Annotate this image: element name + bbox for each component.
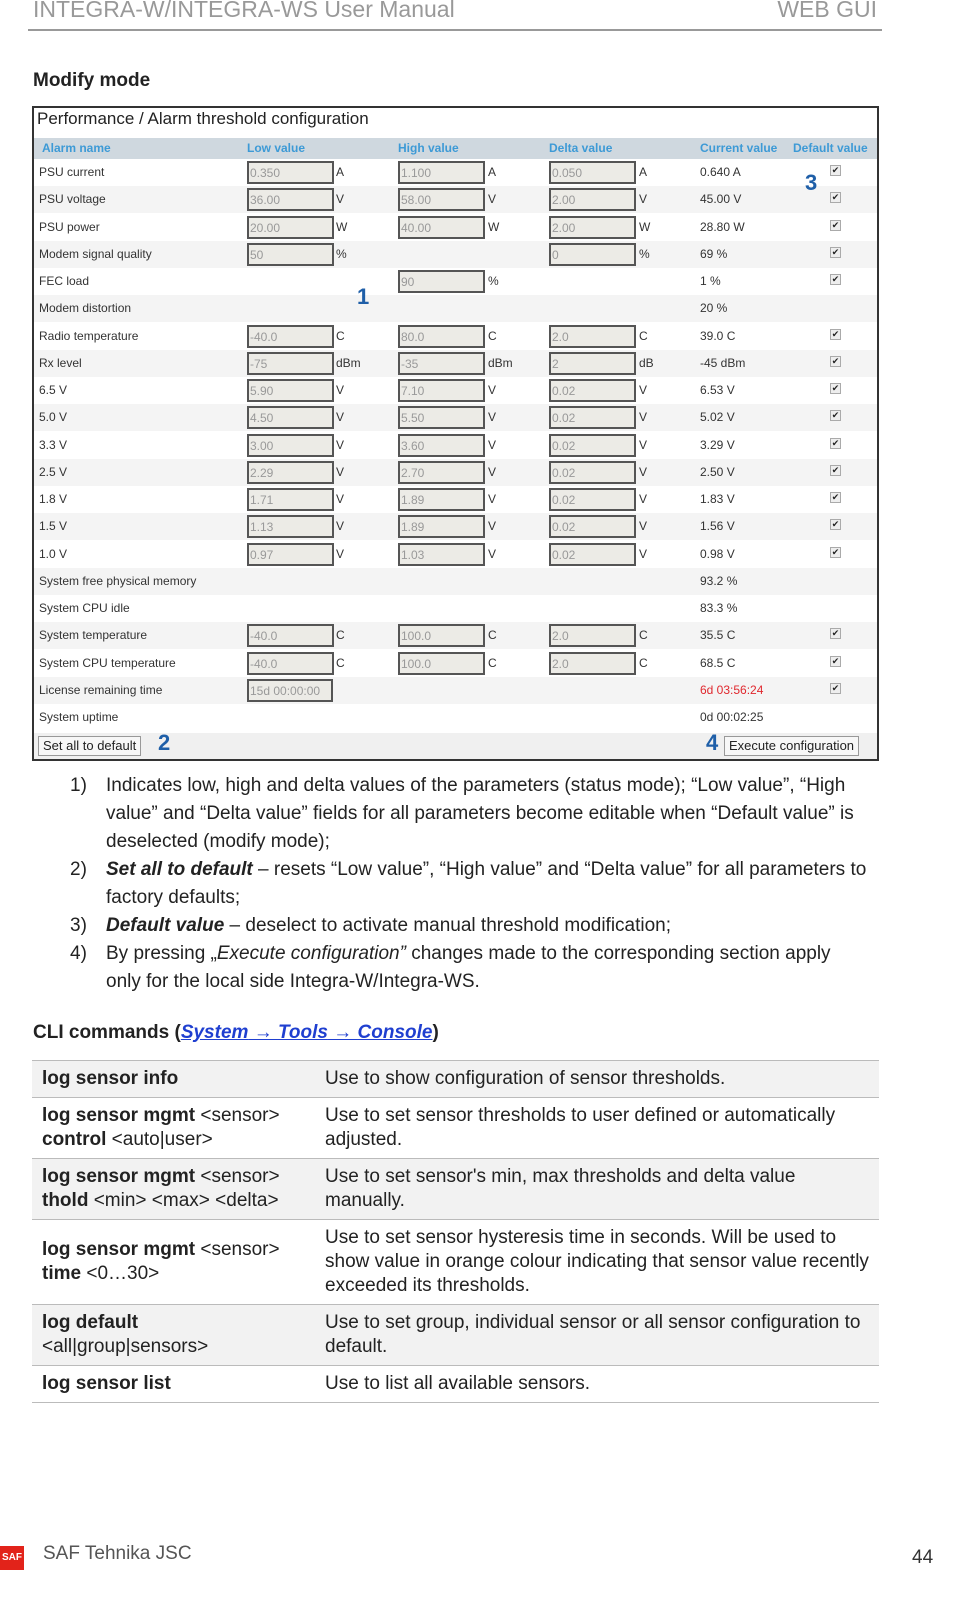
panel-footer — [34, 730, 877, 759]
alarm-row — [34, 323, 877, 350]
command: log sensor list — [42, 1373, 171, 1394]
delta-value-input[interactable]: 0.02 — [549, 543, 636, 566]
low-unit: V — [336, 464, 345, 479]
company-name: SAF Tehnika JSC — [43, 1543, 192, 1564]
current-value: 6d 03:56:24 — [700, 682, 764, 697]
command-args: <sensor> — [195, 1166, 280, 1187]
command-sub: thold — [42, 1190, 89, 1211]
delta-unit: % — [639, 246, 650, 261]
callout-2: 2 — [158, 730, 171, 755]
alarm-row — [34, 459, 877, 486]
current-value: 6.53 V — [700, 383, 735, 397]
delta-value-input[interactable]: 2.0 — [549, 624, 636, 647]
delta-value-input[interactable]: 0 — [549, 243, 636, 266]
command-cell — [32, 1098, 315, 1159]
low-value-input[interactable]: 20.00 — [247, 216, 334, 239]
note-emphasis: Execute configuration” — [216, 943, 406, 964]
note-number: 1) — [70, 775, 87, 796]
alarm-row — [34, 677, 877, 704]
current-value: 0.98 V — [700, 546, 735, 561]
default-value-checkbox[interactable]: ✔ — [831, 328, 840, 339]
alarm-name: 6.5 V — [39, 383, 68, 397]
alarm-name: FEC load — [39, 274, 90, 288]
description-cell: Use to set sensor hysteresis time in seconds. Will be used to show value in orange colour indicating that sensor value recently exceeded its thresholds. — [315, 1220, 879, 1305]
default-value-checkbox[interactable]: ✔ — [831, 519, 840, 530]
note-text: Indicates low, high and delta values of the parameters (status mode); “Low value”, “High value” and “Delta value” fields for all parameters become editable when “Default value” is deselected (modify mode); — [106, 775, 854, 852]
low-value-input[interactable]: 1.13 — [247, 515, 334, 538]
low-value-input[interactable]: -40.0 — [247, 624, 334, 647]
alarm-name: Rx level — [39, 355, 82, 370]
command-cell — [32, 1220, 315, 1305]
default-value-checkbox[interactable]: ✔ — [831, 219, 840, 230]
high-value-input[interactable]: 90 — [398, 270, 485, 293]
alarm-row — [34, 241, 877, 268]
threshold-config-screenshot — [32, 106, 879, 761]
high-unit: V — [488, 437, 497, 452]
alarm-row — [34, 568, 877, 595]
delta-value-input[interactable]: 0.02 — [549, 461, 636, 484]
low-value-input[interactable]: -40.0 — [247, 652, 334, 675]
low-value-input[interactable]: 0.350 — [247, 161, 334, 184]
low-value-input[interactable]: 15d 00:00:00 — [247, 679, 333, 702]
delta-unit: A — [639, 165, 648, 179]
high-value-input[interactable]: 58.00 — [398, 188, 485, 211]
low-unit: V — [336, 546, 345, 561]
note-emphasis: Default value — [106, 915, 225, 936]
execute-configuration-button[interactable]: Execute configuration — [724, 736, 859, 756]
alarm-name: Modem signal quality — [39, 246, 152, 261]
command-row — [32, 1098, 879, 1159]
command-args: <sensor> — [195, 1105, 280, 1126]
alarm-row — [34, 595, 877, 622]
command-row — [32, 1305, 879, 1366]
alarm-row — [34, 404, 877, 431]
alarm-row — [34, 650, 877, 677]
low-unit: % — [336, 246, 347, 261]
high-unit: C — [488, 655, 497, 670]
delta-value-input[interactable]: 2.00 — [549, 188, 636, 211]
section-title: Modify mode — [33, 70, 151, 91]
high-unit: V — [488, 192, 497, 207]
high-value-input[interactable]: 1.89 — [398, 488, 485, 511]
delta-unit: C — [639, 628, 648, 643]
low-value-input[interactable]: -75 — [247, 352, 334, 375]
current-value: 1 % — [700, 274, 721, 288]
section-name: WEB GUI — [777, 0, 877, 22]
delta-value-input[interactable]: 2.0 — [549, 652, 636, 675]
default-value-checkbox[interactable]: ✔ — [831, 246, 840, 257]
note-number: 3) — [70, 915, 87, 936]
manual-title: INTEGRA-W/INTEGRA-WS User Manual — [33, 0, 455, 22]
set-all-to-default-button[interactable]: Set all to default — [38, 736, 141, 756]
alarm-name: Radio temperature — [39, 328, 139, 343]
current-value: 3.29 V — [700, 437, 735, 452]
low-unit: C — [336, 628, 345, 643]
default-value-checkbox[interactable]: ✔ — [831, 192, 840, 203]
delta-unit: C — [639, 655, 648, 670]
default-value-checkbox[interactable]: ✔ — [831, 546, 840, 557]
delta-value-input[interactable]: 0.050 — [549, 161, 636, 184]
alarm-name: License remaining time — [39, 682, 163, 697]
command-row — [32, 1220, 879, 1305]
high-unit: C — [488, 328, 497, 343]
high-unit: dBm — [488, 355, 513, 370]
note-number: 4) — [70, 943, 87, 964]
low-value-input[interactable]: 2.29 — [247, 461, 334, 484]
high-unit: A — [488, 165, 497, 179]
command-cell — [32, 1305, 315, 1366]
delta-value-input[interactable]: 0.02 — [549, 515, 636, 538]
alarm-row — [34, 159, 877, 186]
high-value-input[interactable]: 100.0 — [398, 652, 485, 675]
delta-value-input[interactable]: 0.02 — [549, 406, 636, 429]
alarm-row — [34, 486, 877, 513]
alarm-name: PSU power — [39, 219, 100, 234]
high-unit: V — [488, 410, 497, 425]
delta-unit: V — [639, 546, 648, 561]
link-system[interactable]: System — [180, 1022, 249, 1043]
delta-value-input[interactable]: 0.02 — [549, 379, 636, 402]
delta-value-input[interactable]: 0.02 — [549, 488, 636, 511]
command-args: <0…30> — [81, 1263, 160, 1284]
alarm-name: Modem distortion — [39, 301, 132, 316]
command-args: <all|group|sensors> — [42, 1336, 209, 1357]
low-unit: C — [336, 655, 345, 670]
low-value-input[interactable]: 0.97 — [247, 543, 334, 566]
saf-logo: SAF — [0, 1546, 24, 1570]
alarm-name: 1.8 V — [39, 492, 68, 506]
alarm-name: PSU voltage — [39, 192, 106, 207]
default-value-checkbox[interactable]: ✔ — [831, 464, 840, 475]
current-value: 35.5 C — [700, 628, 736, 643]
callout-3: 3 — [805, 170, 818, 195]
alarm-row — [34, 377, 877, 404]
current-value: 1.56 V — [700, 519, 735, 534]
current-value: 20 % — [700, 301, 728, 316]
current-value: 2.50 V — [700, 464, 735, 479]
low-value-input[interactable]: 5.90 — [247, 379, 334, 402]
alarm-row — [34, 432, 877, 459]
command: log sensor mgmt — [42, 1239, 196, 1260]
high-unit: V — [488, 383, 497, 397]
alarm-name: PSU current — [39, 165, 105, 179]
delta-unit: V — [639, 192, 648, 207]
note-2 — [70, 856, 870, 912]
alarm-name: System CPU temperature — [39, 655, 176, 670]
command-row — [32, 1159, 879, 1220]
command-cell — [32, 1061, 315, 1098]
description-cell: Use to set sensor's min, max thresholds and delta value manually. — [315, 1159, 879, 1220]
default-value-checkbox[interactable]: ✔ — [831, 410, 840, 421]
default-value-checkbox[interactable]: ✔ — [831, 655, 840, 666]
note-text: – deselect to activate manual threshold modification; — [224, 915, 672, 936]
link-tools[interactable]: Tools — [277, 1022, 328, 1043]
alarm-row — [34, 513, 877, 540]
cli-close: ) — [432, 1022, 439, 1043]
note-text: – resets “Low value”, “High value” and “Delta value” for all parameters to factory defaults; — [106, 859, 867, 908]
delta-value-input[interactable]: 0.02 — [549, 434, 636, 457]
command-args: <auto|user> — [106, 1129, 213, 1150]
alarm-name: 2.5 V — [39, 464, 68, 479]
delta-value-input[interactable]: 2 — [549, 352, 636, 375]
high-value-input[interactable]: 5.50 — [398, 406, 485, 429]
high-value-input[interactable]: 2.70 — [398, 461, 485, 484]
command-sub: control — [42, 1129, 107, 1150]
command: log sensor info — [42, 1068, 179, 1089]
alarm-name: 5.0 V — [39, 410, 68, 425]
current-value: 68.5 C — [700, 655, 736, 670]
delta-unit: V — [639, 464, 648, 479]
command: log sensor mgmt — [42, 1166, 196, 1187]
high-unit: V — [488, 464, 497, 479]
current-value: 0d 00:02:25 — [700, 710, 764, 724]
note-emphasis: Set all to default — [106, 859, 253, 880]
high-value-input[interactable]: 1.100 — [398, 161, 485, 184]
current-value: 39.0 C — [700, 328, 736, 343]
delta-value-input[interactable]: 2.00 — [549, 216, 636, 239]
low-unit: V — [336, 383, 345, 397]
panel-title: Performance / Alarm threshold configuration — [37, 109, 369, 128]
low-unit: V — [336, 192, 345, 207]
page-header — [28, 0, 882, 31]
alarm-row — [34, 541, 877, 568]
col-low-value: Low value — [247, 141, 306, 155]
current-value: 83.3 % — [700, 601, 738, 615]
arrow: → — [327, 1022, 358, 1043]
default-value-checkbox[interactable]: ✔ — [831, 682, 840, 693]
low-unit: V — [336, 437, 345, 452]
alarm-name: 1.5 V — [39, 519, 68, 534]
default-value-checkbox[interactable]: ✔ — [831, 355, 840, 366]
alarm-name: System CPU idle — [39, 601, 130, 615]
alarm-row — [34, 214, 877, 241]
description-cell: Use to show configuration of sensor thresholds. — [315, 1061, 879, 1098]
alarm-name: System temperature — [39, 628, 148, 643]
alarm-row — [34, 268, 877, 295]
arrow: → — [248, 1022, 278, 1043]
low-value-input[interactable]: -40.0 — [247, 325, 334, 348]
high-unit: V — [488, 546, 497, 561]
cli-heading — [33, 1022, 439, 1044]
alarm-name: 1.0 V — [39, 546, 68, 561]
description-cell: Use to set group, individual sensor or all sensor configuration to default. — [315, 1305, 879, 1366]
command-cell — [32, 1159, 315, 1220]
low-unit: dBm — [336, 355, 361, 370]
notes-list — [70, 772, 870, 996]
high-unit: C — [488, 628, 497, 643]
delta-unit: C — [639, 328, 648, 343]
callout-1: 1 — [357, 284, 370, 309]
high-value-input[interactable]: 7.10 — [398, 379, 485, 402]
low-value-input[interactable]: 3.00 — [247, 434, 334, 457]
command-row — [32, 1061, 879, 1098]
alarm-row — [34, 622, 877, 649]
delta-unit: V — [639, 383, 648, 397]
current-value: 28.80 W — [700, 219, 745, 234]
high-value-input[interactable]: 1.03 — [398, 543, 485, 566]
default-value-checkbox[interactable]: ✔ — [831, 383, 840, 393]
page-footer — [0, 1542, 956, 1572]
default-value-checkbox[interactable]: ✔ — [831, 274, 840, 284]
alarm-row — [34, 704, 877, 731]
alarm-row — [34, 186, 877, 213]
default-value-checkbox[interactable]: ✔ — [831, 165, 840, 175]
low-value-input[interactable]: 50 — [247, 243, 334, 266]
alarm-name: System uptime — [39, 710, 119, 724]
command-row — [32, 1366, 879, 1403]
alarm-row — [34, 350, 877, 377]
delta-unit: dB — [639, 355, 654, 370]
command-args: <sensor> — [195, 1239, 280, 1260]
low-unit: V — [336, 492, 345, 506]
default-value-checkbox[interactable]: ✔ — [831, 492, 840, 502]
command-args: <min> <max> <delta> — [88, 1190, 279, 1211]
note-text: By pressing „ — [106, 943, 217, 964]
alarm-row — [34, 295, 877, 322]
note-1 — [70, 772, 870, 856]
high-value-input[interactable]: 3.60 — [398, 434, 485, 457]
delta-unit: V — [639, 519, 648, 534]
low-unit: C — [336, 328, 345, 343]
col-delta-value: Delta value — [549, 141, 613, 155]
delta-unit: W — [639, 219, 651, 234]
high-value-input[interactable]: 100.0 — [398, 624, 485, 647]
current-value: 1.83 V — [700, 492, 735, 506]
low-unit: V — [336, 519, 345, 534]
description-cell: Use to set sensor thresholds to user defined or automatically adjusted. — [315, 1098, 879, 1159]
description-cell: Use to list all available sensors. — [315, 1366, 879, 1403]
current-value: 45.00 V — [700, 192, 742, 207]
col-current-value: Current value — [700, 141, 778, 155]
command: log default — [42, 1312, 139, 1333]
col-alarm-name: Alarm name — [42, 141, 111, 155]
low-unit: V — [336, 410, 345, 425]
current-value: 5.02 V — [700, 410, 735, 425]
delta-value-input[interactable]: 2.0 — [549, 325, 636, 348]
delta-unit: V — [639, 492, 648, 506]
current-value: 69 % — [700, 246, 728, 261]
high-unit: W — [488, 219, 500, 234]
high-value-input[interactable]: 80.0 — [398, 325, 485, 348]
alarm-name: System free physical memory — [39, 573, 197, 588]
current-value: 93.2 % — [700, 573, 738, 588]
delta-unit: V — [639, 437, 648, 452]
note-3 — [70, 912, 870, 940]
note-number: 2) — [70, 859, 87, 880]
delta-unit: V — [639, 410, 648, 425]
link-console[interactable]: Console — [357, 1022, 433, 1043]
page-number: 44 — [912, 1547, 934, 1568]
callout-4: 4 — [706, 730, 719, 755]
note-4 — [70, 940, 870, 996]
low-unit: W — [336, 219, 348, 234]
command: log sensor mgmt — [42, 1105, 196, 1126]
alarm-name: 3.3 V — [39, 437, 68, 452]
high-value-input[interactable]: 40.00 — [398, 216, 485, 239]
current-value: 0.640 A — [700, 165, 741, 179]
low-value-input[interactable]: 36.00 — [247, 188, 334, 211]
high-value-input[interactable]: 1.89 — [398, 515, 485, 538]
high-unit: V — [488, 519, 497, 534]
col-default-value: Default value — [793, 141, 868, 155]
default-value-checkbox[interactable]: ✔ — [831, 628, 840, 639]
low-unit: A — [336, 165, 345, 179]
cli-label: CLI commands ( — [33, 1022, 181, 1043]
high-unit: V — [488, 492, 497, 506]
high-value-input[interactable]: -35 — [398, 352, 485, 375]
low-value-input[interactable]: 1.71 — [247, 488, 334, 511]
default-value-checkbox[interactable]: ✔ — [831, 437, 840, 448]
col-high-value: High value — [398, 141, 459, 155]
cli-commands-table — [32, 1060, 879, 1403]
command-cell — [32, 1366, 315, 1403]
current-value: -45 dBm — [700, 355, 746, 370]
column-headers — [34, 138, 877, 159]
command-sub: time — [42, 1263, 82, 1284]
low-value-input[interactable]: 4.50 — [247, 406, 334, 429]
note-text: changes made to the corresponding section apply only for the local side Integra-W/Integra-WS. — [106, 943, 831, 992]
high-unit: % — [488, 274, 499, 288]
